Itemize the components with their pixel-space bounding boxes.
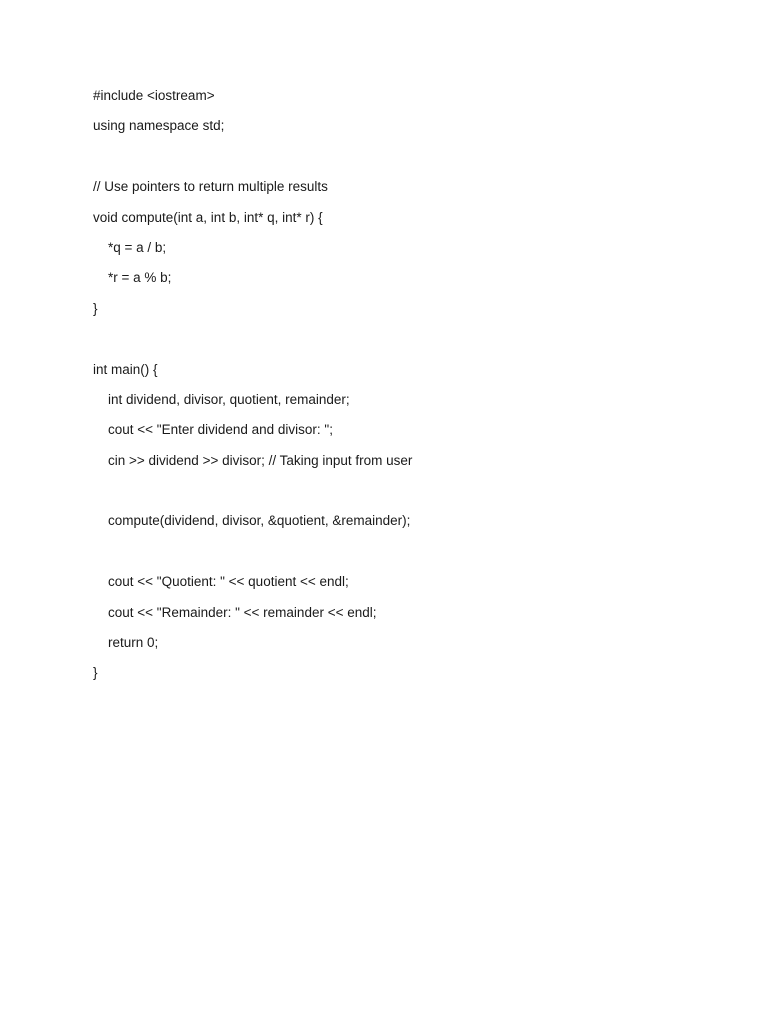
- code-line-remainder-output: cout << "Remainder: " << remainder << endl;: [93, 604, 377, 620]
- code-line-input: cin >> dividend >> divisor; // Taking input from user: [93, 452, 413, 468]
- code-line-blank: [93, 147, 412, 177]
- code-line-quotient-output: cout << "Quotient: " << quotient << endl;: [93, 574, 349, 590]
- code-line-quotient-assign: *q = a / b;: [93, 239, 167, 255]
- code-line-compute-signature: void compute(int a, int b, int* q, int* r) {: [93, 209, 323, 225]
- code-line-blank: [93, 481, 412, 511]
- code-line-comment: // Use pointers to return multiple results: [93, 179, 328, 195]
- code-line-compute-call: compute(dividend, divisor, &quotient, &remainder);: [93, 513, 411, 529]
- code-line-compute-close: }: [93, 300, 98, 316]
- code-line-main-signature: int main() {: [93, 361, 158, 377]
- code-line-remainder-assign: *r = a % b;: [93, 270, 172, 286]
- code-line-declarations: int dividend, divisor, quotient, remainder;: [93, 391, 350, 407]
- code-line-include: #include <iostream>: [93, 88, 215, 103]
- code-line-prompt-output: cout << "Enter dividend and divisor: ";: [93, 422, 333, 438]
- code-line-using-namespace: using namespace std;: [93, 118, 225, 134]
- code-listing: [93, 86, 412, 694]
- code-line-main-close: }: [93, 665, 98, 681]
- code-line-return: return 0;: [93, 635, 159, 651]
- code-line-blank: [93, 542, 412, 572]
- code-line-blank: [93, 329, 412, 359]
